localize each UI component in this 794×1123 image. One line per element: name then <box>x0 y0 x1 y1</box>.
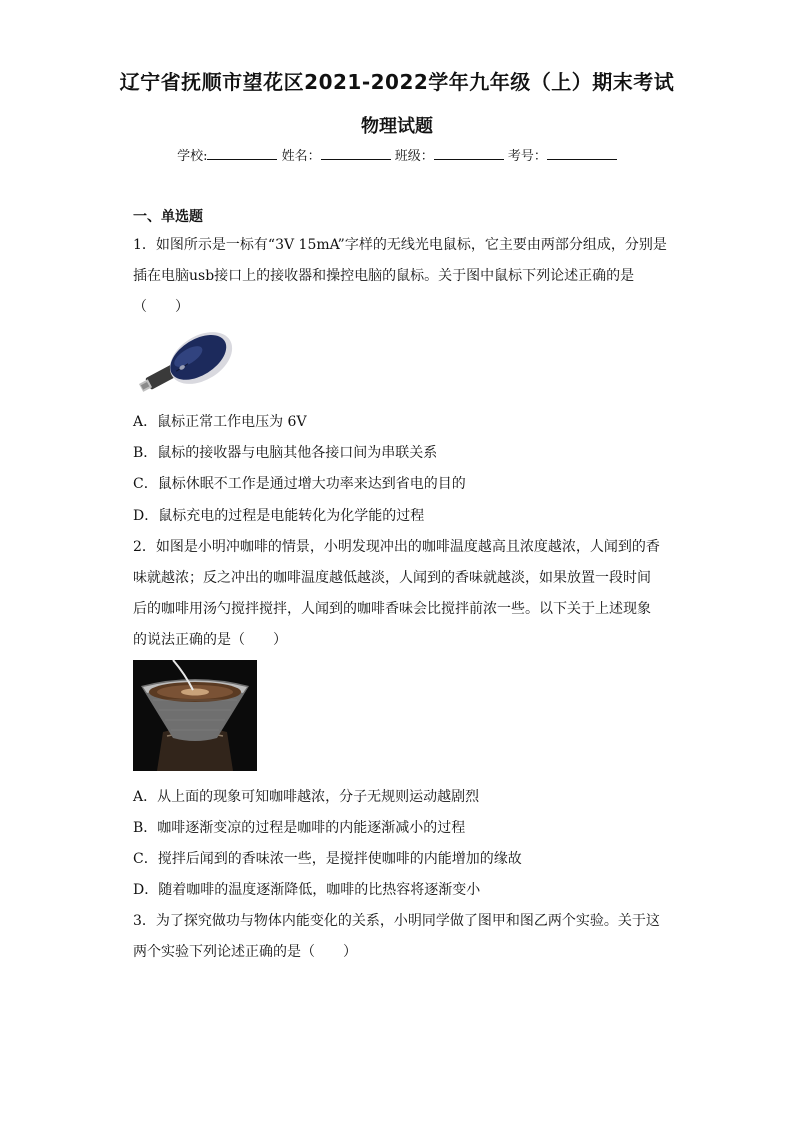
student-info-line <box>0 145 794 164</box>
q2-option-d[interactable]: D．随着咖啡的温度逐渐降低，咖啡的比热容将逐渐变小 <box>133 882 481 898</box>
exam-title: 辽宁省抚顺市望花区2021-2022学年九年级（上）期末考试 <box>119 70 675 94</box>
name-blank[interactable] <box>321 147 391 160</box>
exam-subtitle: 物理试题 <box>361 116 433 137</box>
q1-line-2: 插在电脑usb接口上的接收器和操控电脑的鼠标。关于图中鼠标下列论述正确的是 <box>133 268 635 284</box>
section-title: 一、单选题 <box>133 209 203 225</box>
school-blank[interactable] <box>207 147 277 160</box>
wireless-mouse-image <box>133 318 238 398</box>
class-blank[interactable] <box>434 147 504 160</box>
q1-line-3: （ ） <box>133 299 189 315</box>
q3-line-2: 两个实验下列论述正确的是（ ） <box>133 944 357 960</box>
q1-option-a[interactable]: A．鼠标正常工作电压为 6V <box>133 414 307 430</box>
coffee-pour-over-image <box>133 660 257 771</box>
exam-no-label: 考号： <box>507 149 547 164</box>
class-label: 班级： <box>394 149 434 164</box>
school-label: 学校: <box>177 149 208 164</box>
q1-option-b[interactable]: B．鼠标的接收器与电脑其他各接口间为串联关系 <box>133 445 438 461</box>
q3-line-1: 3．为了探究做功与物体内能变化的关系，小明同学做了图甲和图乙两个实验。关于这 <box>133 913 660 929</box>
q2-line-2: 味就越浓；反之冲出的咖啡温度越低越淡，人闻到的香味就越淡，如果放置一段时间 <box>133 570 651 586</box>
q2-option-c[interactable]: C．搅拌后闻到的香味浓一些，是搅拌使咖啡的内能增加的缘故 <box>133 851 522 867</box>
q2-line-3: 后的咖啡用汤勺搅拌搅拌，人闻到的咖啡香味会比搅拌前浓一些。以下关于上述现象 <box>133 601 651 617</box>
q2-line-1: 2．如图是小明冲咖啡的情景，小明发现冲出的咖啡温度越高且浓度越浓，人闻到的香 <box>133 539 660 555</box>
q1-option-d[interactable]: D．鼠标充电的过程是电能转化为化学能的过程 <box>133 508 425 524</box>
q2-option-a[interactable]: A．从上面的现象可知咖啡越浓，分子无规则运动越剧烈 <box>133 789 480 805</box>
name-label: 姓名： <box>281 149 321 164</box>
q2-option-b[interactable]: B．咖啡逐渐变凉的过程是咖啡的内能逐渐减小的过程 <box>133 820 466 836</box>
q2-line-4: 的说法正确的是（ ） <box>133 632 287 648</box>
exam-no-blank[interactable] <box>547 147 617 160</box>
q1-line-1: 1．如图所示是一标有“3V 15mA”字样的无线光电鼠标，它主要由两部分组成，分别是 <box>133 237 667 253</box>
q1-option-c[interactable]: C．鼠标休眠不工作是通过增大功率来达到省电的目的 <box>133 476 466 492</box>
